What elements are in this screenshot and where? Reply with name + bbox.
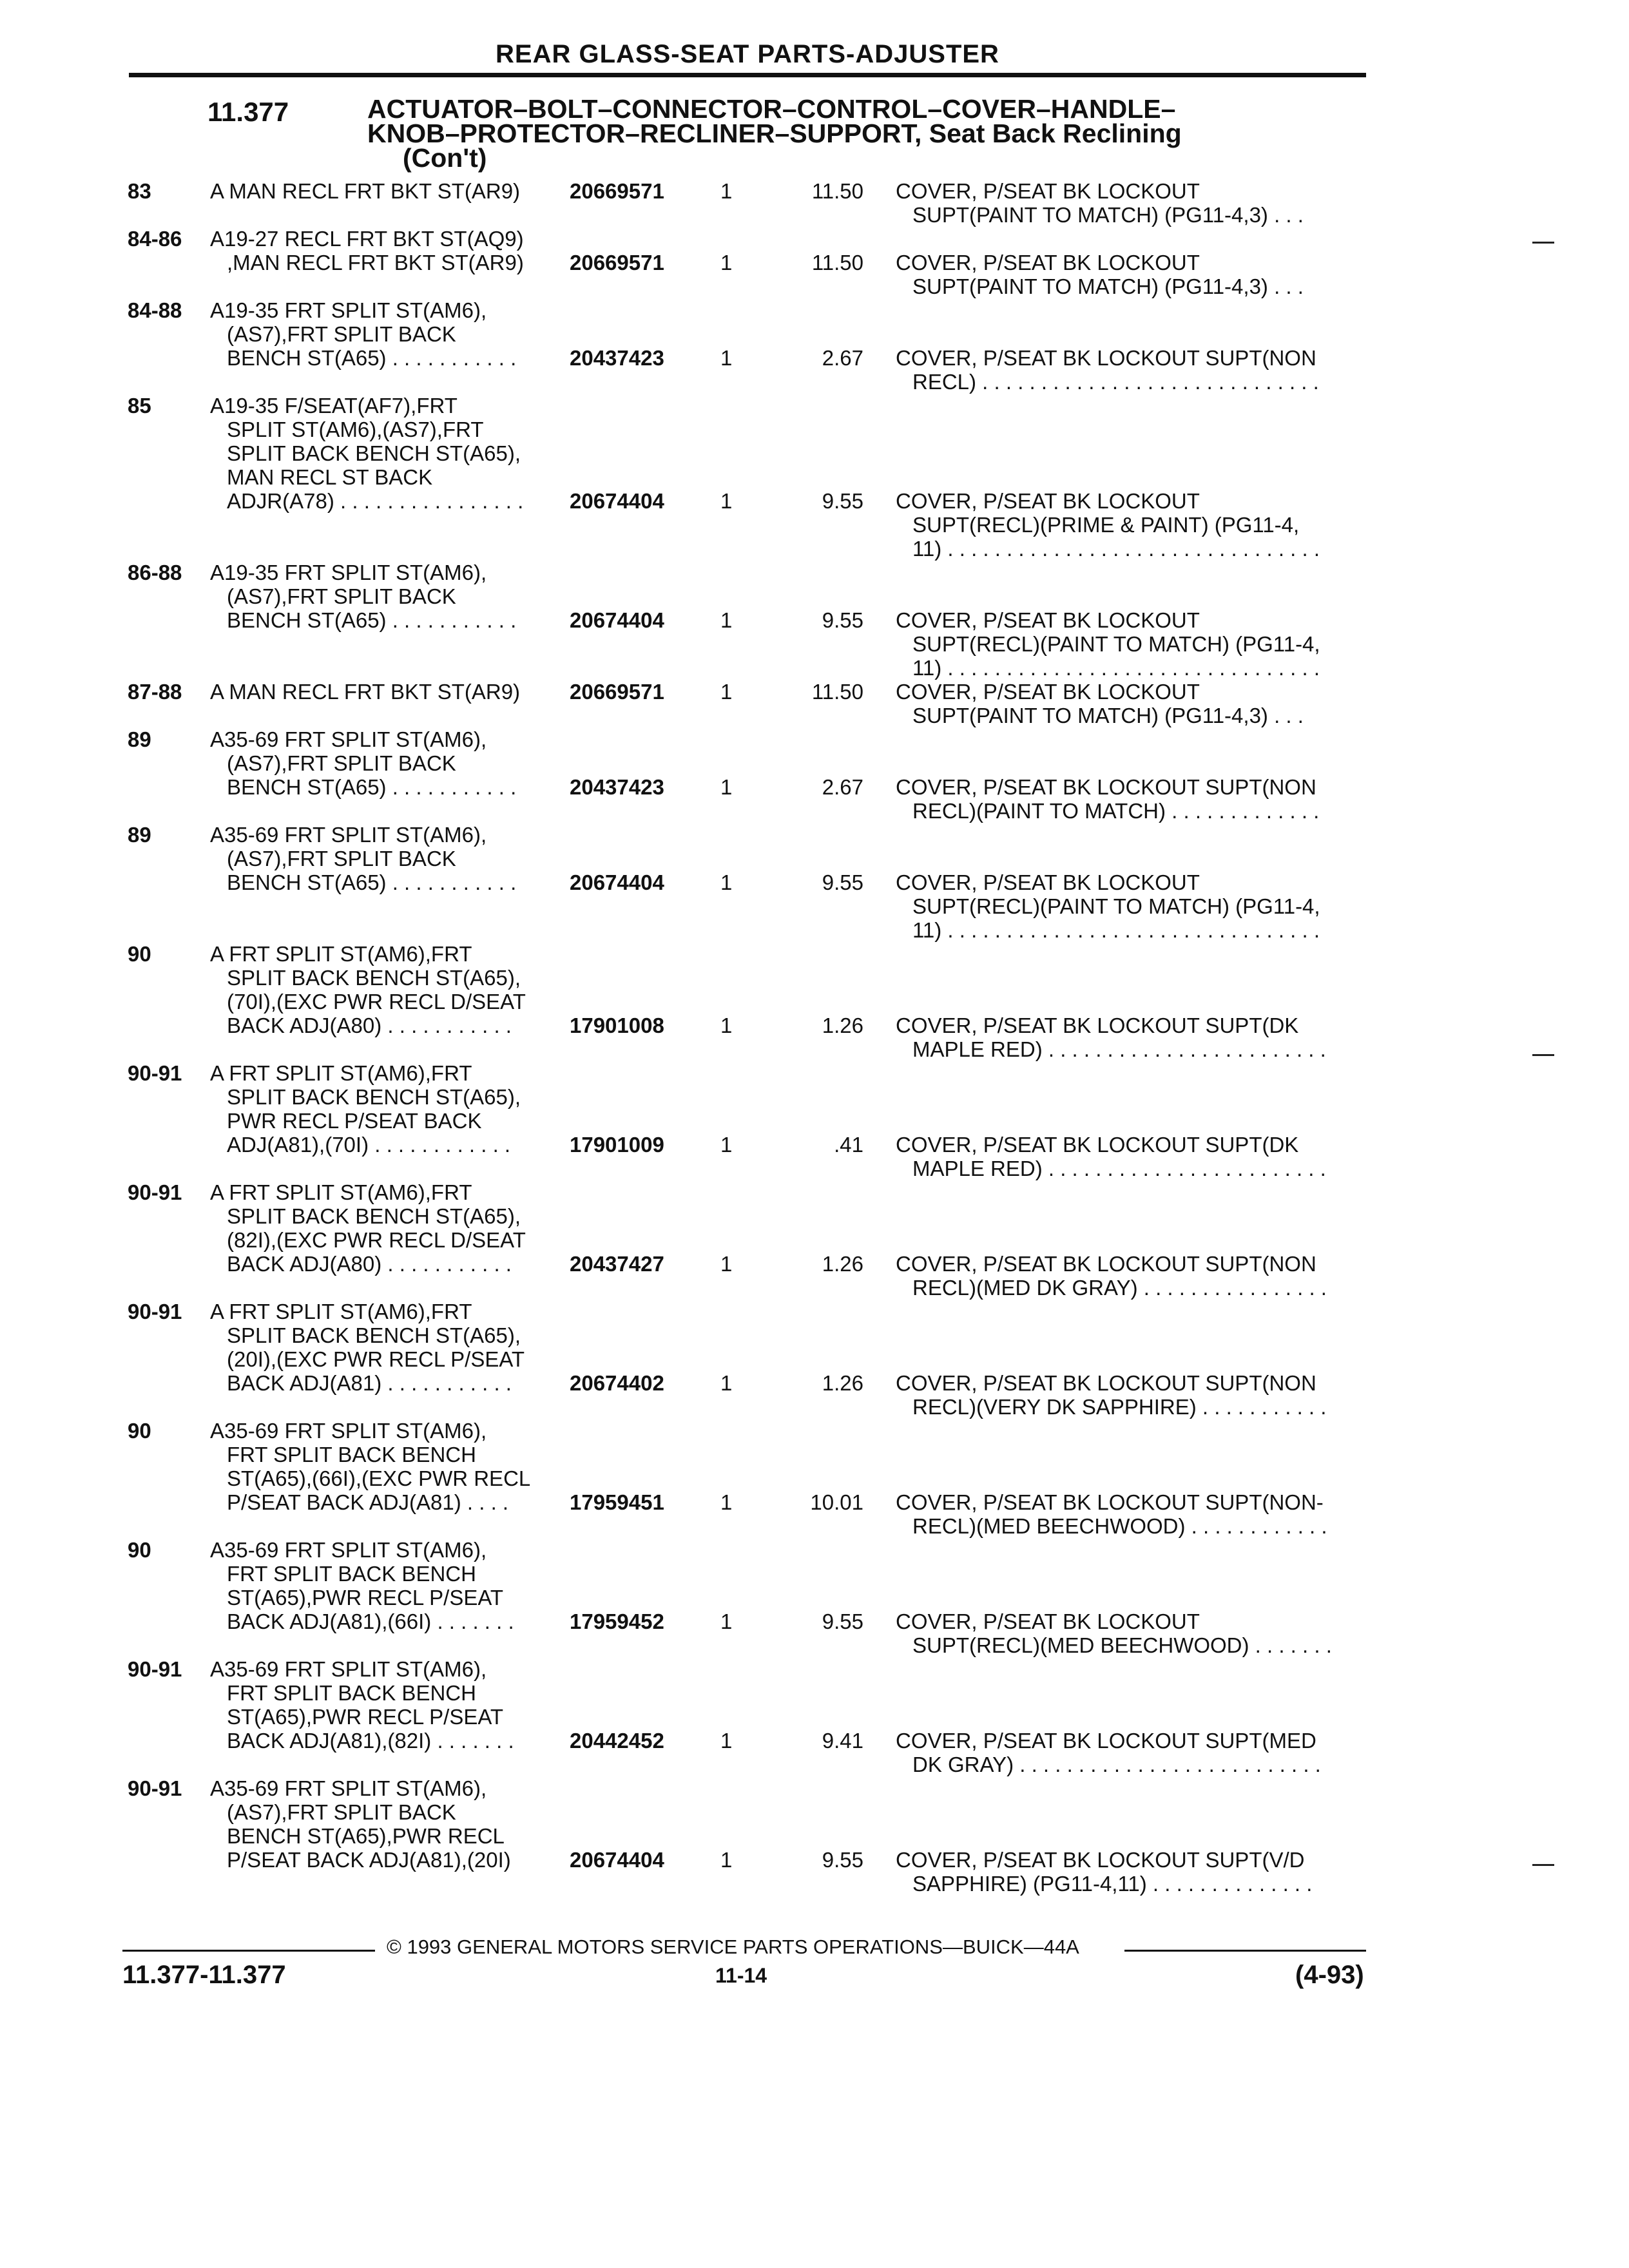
part-name-line: COVER, P/SEAT BK LOCKOUT [896, 870, 1200, 894]
part-name-line: RECL)(MED DK GRAY) . . . . . . . . . . . . . . . . [912, 1276, 1327, 1300]
part-number: 20674402 [570, 1371, 664, 1395]
usage-line: ST(A65),PWR RECL P/SEAT [227, 1705, 504, 1729]
usage-description [210, 1061, 561, 1157]
price: 11.50 [811, 251, 863, 274]
part-name [896, 680, 1366, 727]
part-name-line: COVER, P/SEAT BK LOCKOUT [896, 1610, 1200, 1633]
usage-description [210, 1776, 561, 1872]
line-number: 90 [128, 1538, 151, 1562]
quantity: 1 [720, 179, 733, 203]
usage-description [210, 727, 561, 799]
margin-tick-mark [1532, 1864, 1554, 1866]
part-name-line: COVER, P/SEAT BK LOCKOUT [896, 251, 1200, 274]
usage-line: ,MAN RECL FRT BKT ST(AR9) [227, 251, 524, 274]
usage-line: MAN RECL ST BACK [227, 465, 433, 489]
usage-line: FRT SPLIT BACK BENCH [227, 1681, 476, 1705]
part-name-line: RECL)(VERY DK SAPPHIRE) . . . . . . . . . . . [912, 1395, 1327, 1419]
quantity: 1 [720, 608, 733, 632]
footer-section-range: 11.377-11.377 [122, 1961, 286, 1989]
part-name [896, 179, 1366, 227]
usage-line: (AS7),FRT SPLIT BACK [227, 1800, 456, 1824]
part-name [896, 346, 1366, 394]
usage-line: (AS7),FRT SPLIT BACK [227, 847, 456, 870]
part-name-line: COVER, P/SEAT BK LOCKOUT SUPT(MED [896, 1729, 1316, 1753]
quantity: 1 [720, 489, 733, 513]
part-number: 17901008 [570, 1014, 664, 1037]
usage-line: A MAN RECL FRT BKT ST(AR9) [210, 680, 521, 704]
part-name-line: SUPT(RECL)(MED BEECHWOOD) . . . . . . . [912, 1633, 1332, 1657]
usage-line: PWR RECL P/SEAT BACK [227, 1109, 482, 1133]
part-name [896, 251, 1366, 298]
footer-copyright: © 1993 GENERAL MOTORS SERVICE PARTS OPERATIONS—BUICK—44A [387, 1936, 1079, 1958]
part-name-line: MAPLE RED) . . . . . . . . . . . . . . . . . . . . . . . . [912, 1157, 1326, 1180]
part-name-line: COVER, P/SEAT BK LOCKOUT [896, 179, 1200, 203]
usage-description [210, 227, 561, 274]
usage-line: A35-69 FRT SPLIT ST(AM6), [210, 1419, 487, 1443]
line-number: 84-88 [128, 298, 182, 322]
usage-line: P/SEAT BACK ADJ(A81) . . . . [227, 1490, 509, 1514]
usage-line: (20I),(EXC PWR RECL P/SEAT [227, 1347, 525, 1371]
part-number: 20437423 [570, 775, 664, 799]
usage-description [210, 1538, 561, 1633]
usage-line: BACK ADJ(A81) . . . . . . . . . . . [227, 1371, 512, 1395]
part-name-line: COVER, P/SEAT BK LOCKOUT SUPT(NON [896, 775, 1316, 799]
part-name [896, 1610, 1366, 1657]
usage-line: (AS7),FRT SPLIT BACK [227, 322, 456, 346]
usage-line: A35-69 FRT SPLIT ST(AM6), [210, 727, 487, 751]
line-number: 89 [128, 823, 151, 847]
quantity: 1 [720, 1610, 733, 1633]
part-name [896, 608, 1366, 680]
usage-line: A FRT SPLIT ST(AM6),FRT [210, 942, 472, 966]
usage-line: A FRT SPLIT ST(AM6),FRT [210, 1300, 472, 1323]
part-name-line: SUPT(RECL)(PAINT TO MATCH) (PG11-4, [912, 894, 1320, 918]
usage-line: BENCH ST(A65) . . . . . . . . . . . [227, 608, 517, 632]
section-title-line: KNOB–PROTECTOR–RECLINER–SUPPORT, Seat Back Reclining [367, 119, 1182, 148]
part-name-line: 11) . . . . . . . . . . . . . . . . . . . . . . . . . . . . . . . . [912, 656, 1320, 680]
part-name [896, 870, 1366, 942]
quantity: 1 [720, 346, 733, 370]
usage-line: (AS7),FRT SPLIT BACK [227, 751, 456, 775]
usage-line: A35-69 FRT SPLIT ST(AM6), [210, 1538, 487, 1562]
part-name [896, 1490, 1366, 1538]
usage-description [210, 942, 561, 1037]
usage-line: A35-69 FRT SPLIT ST(AM6), [210, 1657, 487, 1681]
part-name-line: COVER, P/SEAT BK LOCKOUT SUPT(DK [896, 1133, 1299, 1157]
part-name-line: COVER, P/SEAT BK LOCKOUT SUPT(NON- [896, 1490, 1324, 1514]
part-number: 20437423 [570, 346, 664, 370]
usage-line: BACK ADJ(A80) . . . . . . . . . . . [227, 1252, 512, 1276]
quantity: 1 [720, 251, 733, 274]
usage-line: FRT SPLIT BACK BENCH [227, 1443, 476, 1466]
header-rule [129, 73, 1366, 77]
usage-line: SPLIT BACK BENCH ST(A65), [227, 1323, 521, 1347]
part-name-line: MAPLE RED) . . . . . . . . . . . . . . . . . . . . . . . . [912, 1037, 1326, 1061]
usage-line: BENCH ST(A65) . . . . . . . . . . . [227, 775, 517, 799]
section-title [367, 94, 1334, 173]
usage-line: (70I),(EXC PWR RECL D/SEAT [227, 990, 526, 1014]
part-name-line: 11) . . . . . . . . . . . . . . . . . . . . . . . . . . . . . . . . [912, 537, 1320, 561]
price: 11.50 [811, 680, 863, 704]
usage-line: SPLIT BACK BENCH ST(A65), [227, 966, 521, 990]
usage-line: SPLIT ST(AM6),(AS7),FRT [227, 418, 484, 441]
price: 9.55 [822, 608, 863, 632]
usage-description [210, 1300, 561, 1395]
part-name-line: SUPT(PAINT TO MATCH) (PG11-4,3) . . . [912, 274, 1304, 298]
line-number: 90 [128, 1419, 151, 1443]
usage-line: BENCH ST(A65) . . . . . . . . . . . [227, 346, 517, 370]
part-name-line: COVER, P/SEAT BK LOCKOUT SUPT(NON [896, 1371, 1316, 1395]
quantity: 1 [720, 680, 733, 704]
usage-line: A FRT SPLIT ST(AM6),FRT [210, 1061, 472, 1085]
part-name-line: RECL)(PAINT TO MATCH) . . . . . . . . . . . . . [912, 799, 1320, 823]
part-name [896, 1014, 1366, 1061]
part-name-line: DK GRAY) . . . . . . . . . . . . . . . . . . . . . . . . . . [912, 1753, 1321, 1776]
line-number: 84-86 [128, 227, 182, 251]
usage-line: A MAN RECL FRT BKT ST(AR9) [210, 179, 521, 203]
line-number: 86-88 [128, 561, 182, 584]
price: .41 [834, 1133, 863, 1157]
line-number: 90-91 [128, 1657, 182, 1681]
price: 10.01 [810, 1490, 863, 1514]
page-header-title: REAR GLASS-SEAT PARTS-ADJUSTER [496, 40, 999, 68]
margin-tick-mark [1532, 1054, 1554, 1056]
usage-description [210, 1180, 561, 1276]
line-number: 90 [128, 942, 151, 966]
part-name-line: COVER, P/SEAT BK LOCKOUT [896, 608, 1200, 632]
usage-line: A19-35 FRT SPLIT ST(AM6), [210, 561, 487, 584]
usage-description [210, 1419, 561, 1514]
part-name-line: COVER, P/SEAT BK LOCKOUT [896, 680, 1200, 704]
usage-description [210, 1657, 561, 1753]
part-number: 20674404 [570, 870, 664, 894]
part-number: 20669571 [570, 251, 664, 274]
margin-tick-mark [1532, 242, 1554, 244]
section-title-line: (Con't) [403, 143, 487, 173]
price: 2.67 [822, 346, 863, 370]
usage-line: A19-35 FRT SPLIT ST(AM6), [210, 298, 487, 322]
part-name-line: COVER, P/SEAT BK LOCKOUT SUPT(NON [896, 1252, 1316, 1276]
usage-line: ST(A65),(66I),(EXC PWR RECL [227, 1466, 531, 1490]
part-number: 20674404 [570, 1848, 664, 1872]
line-number: 90-91 [128, 1180, 182, 1204]
quantity: 1 [720, 1371, 733, 1395]
quantity: 1 [720, 1133, 733, 1157]
usage-line: A19-35 F/SEAT(AF7),FRT [210, 394, 458, 418]
usage-line: (AS7),FRT SPLIT BACK [227, 584, 456, 608]
part-name-line: SUPT(PAINT TO MATCH) (PG11-4,3) . . . [912, 704, 1304, 727]
price: 1.26 [822, 1014, 863, 1037]
usage-description [210, 298, 561, 370]
footer-page-number: 11-14 [715, 1964, 767, 1987]
price: 11.50 [811, 179, 863, 203]
usage-line: BACK ADJ(A81),(66I) . . . . . . . [227, 1610, 514, 1633]
usage-line: SPLIT BACK BENCH ST(A65), [227, 1204, 521, 1228]
usage-line: A FRT SPLIT ST(AM6),FRT [210, 1180, 472, 1204]
part-name [896, 1133, 1366, 1180]
usage-description [210, 394, 561, 513]
part-name [896, 1252, 1366, 1300]
part-name [896, 1729, 1366, 1776]
footer-rule-right [1124, 1950, 1366, 1952]
usage-line: (82I),(EXC PWR RECL D/SEAT [227, 1228, 526, 1252]
section-number: 11.377 [207, 97, 289, 127]
part-name-line: SUPT(PAINT TO MATCH) (PG11-4,3) . . . [912, 203, 1304, 227]
quantity: 1 [720, 775, 733, 799]
part-number: 20437427 [570, 1252, 664, 1276]
part-name [896, 1371, 1366, 1419]
price: 9.55 [822, 870, 863, 894]
part-name-line: COVER, P/SEAT BK LOCKOUT SUPT(V/D [896, 1848, 1305, 1872]
part-number: 20669571 [570, 680, 664, 704]
usage-description [210, 823, 561, 894]
usage-line: SPLIT BACK BENCH ST(A65), [227, 441, 521, 465]
line-number: 83 [128, 179, 151, 203]
price: 9.41 [822, 1729, 863, 1753]
part-name-line: RECL) . . . . . . . . . . . . . . . . . . . . . . . . . . . . . [912, 370, 1319, 394]
line-number: 90-91 [128, 1061, 182, 1085]
part-number: 20674404 [570, 608, 664, 632]
part-name-line: COVER, P/SEAT BK LOCKOUT [896, 489, 1200, 513]
usage-line: A19-27 RECL FRT BKT ST(AQ9) [210, 227, 524, 251]
part-name-line: SUPT(RECL)(PRIME & PAINT) (PG11-4, [912, 513, 1300, 537]
part-name [896, 1848, 1366, 1896]
part-name-line: 11) . . . . . . . . . . . . . . . . . . . . . . . . . . . . . . . . [912, 918, 1320, 942]
usage-line: P/SEAT BACK ADJ(A81),(20I) [227, 1848, 511, 1872]
part-name [896, 489, 1366, 561]
usage-description [210, 179, 561, 203]
quantity: 1 [720, 1729, 733, 1753]
section-title-line: ACTUATOR–BOLT–CONNECTOR–CONTROL–COVER–HANDLE– [367, 94, 1176, 124]
usage-line: BACK ADJ(A81),(82I) . . . . . . . [227, 1729, 514, 1753]
line-number: 87-88 [128, 680, 182, 704]
part-number: 17959452 [570, 1610, 664, 1633]
line-number: 90-91 [128, 1300, 182, 1323]
part-name-line: COVER, P/SEAT BK LOCKOUT SUPT(NON [896, 346, 1316, 370]
line-number: 90-91 [128, 1776, 182, 1800]
price: 2.67 [822, 775, 863, 799]
part-name [896, 775, 1366, 823]
part-name-line: SUPT(RECL)(PAINT TO MATCH) (PG11-4, [912, 632, 1320, 656]
part-number: 20674404 [570, 489, 664, 513]
usage-line: FRT SPLIT BACK BENCH [227, 1562, 476, 1586]
price: 1.26 [822, 1371, 863, 1395]
line-number: 89 [128, 727, 151, 751]
price: 9.55 [822, 1848, 863, 1872]
quantity: 1 [720, 1490, 733, 1514]
part-name-line: RECL)(MED BEECHWOOD) . . . . . . . . . . . . [912, 1514, 1327, 1538]
usage-line: BENCH ST(A65),PWR RECL [227, 1824, 505, 1848]
part-number: 20669571 [570, 179, 664, 203]
usage-description [210, 680, 561, 704]
part-name-line: SAPPHIRE) (PG11-4,11) . . . . . . . . . . . . . . [912, 1872, 1313, 1896]
usage-line: BACK ADJ(A80) . . . . . . . . . . . [227, 1014, 512, 1037]
price: 9.55 [822, 489, 863, 513]
price: 1.26 [822, 1252, 863, 1276]
quantity: 1 [720, 1848, 733, 1872]
line-number: 85 [128, 394, 151, 418]
quantity: 1 [720, 870, 733, 894]
usage-line: A35-69 FRT SPLIT ST(AM6), [210, 823, 487, 847]
part-number: 20442452 [570, 1729, 664, 1753]
usage-line: ADJR(A78) . . . . . . . . . . . . . . . . [227, 489, 524, 513]
usage-line: ADJ(A81),(70I) . . . . . . . . . . . . [227, 1133, 511, 1157]
usage-line: SPLIT BACK BENCH ST(A65), [227, 1085, 521, 1109]
footer-rule-left [122, 1950, 375, 1952]
part-name-line: COVER, P/SEAT BK LOCKOUT SUPT(DK [896, 1014, 1299, 1037]
usage-line: BENCH ST(A65) . . . . . . . . . . . [227, 870, 517, 894]
usage-description [210, 561, 561, 632]
quantity: 1 [720, 1252, 733, 1276]
footer-revision-date: (4-93) [1295, 1961, 1364, 1989]
usage-line: ST(A65),PWR RECL P/SEAT [227, 1586, 504, 1610]
usage-line: A35-69 FRT SPLIT ST(AM6), [210, 1776, 487, 1800]
quantity: 1 [720, 1014, 733, 1037]
part-number: 17901009 [570, 1133, 664, 1157]
part-number: 17959451 [570, 1490, 664, 1514]
price: 9.55 [822, 1610, 863, 1633]
